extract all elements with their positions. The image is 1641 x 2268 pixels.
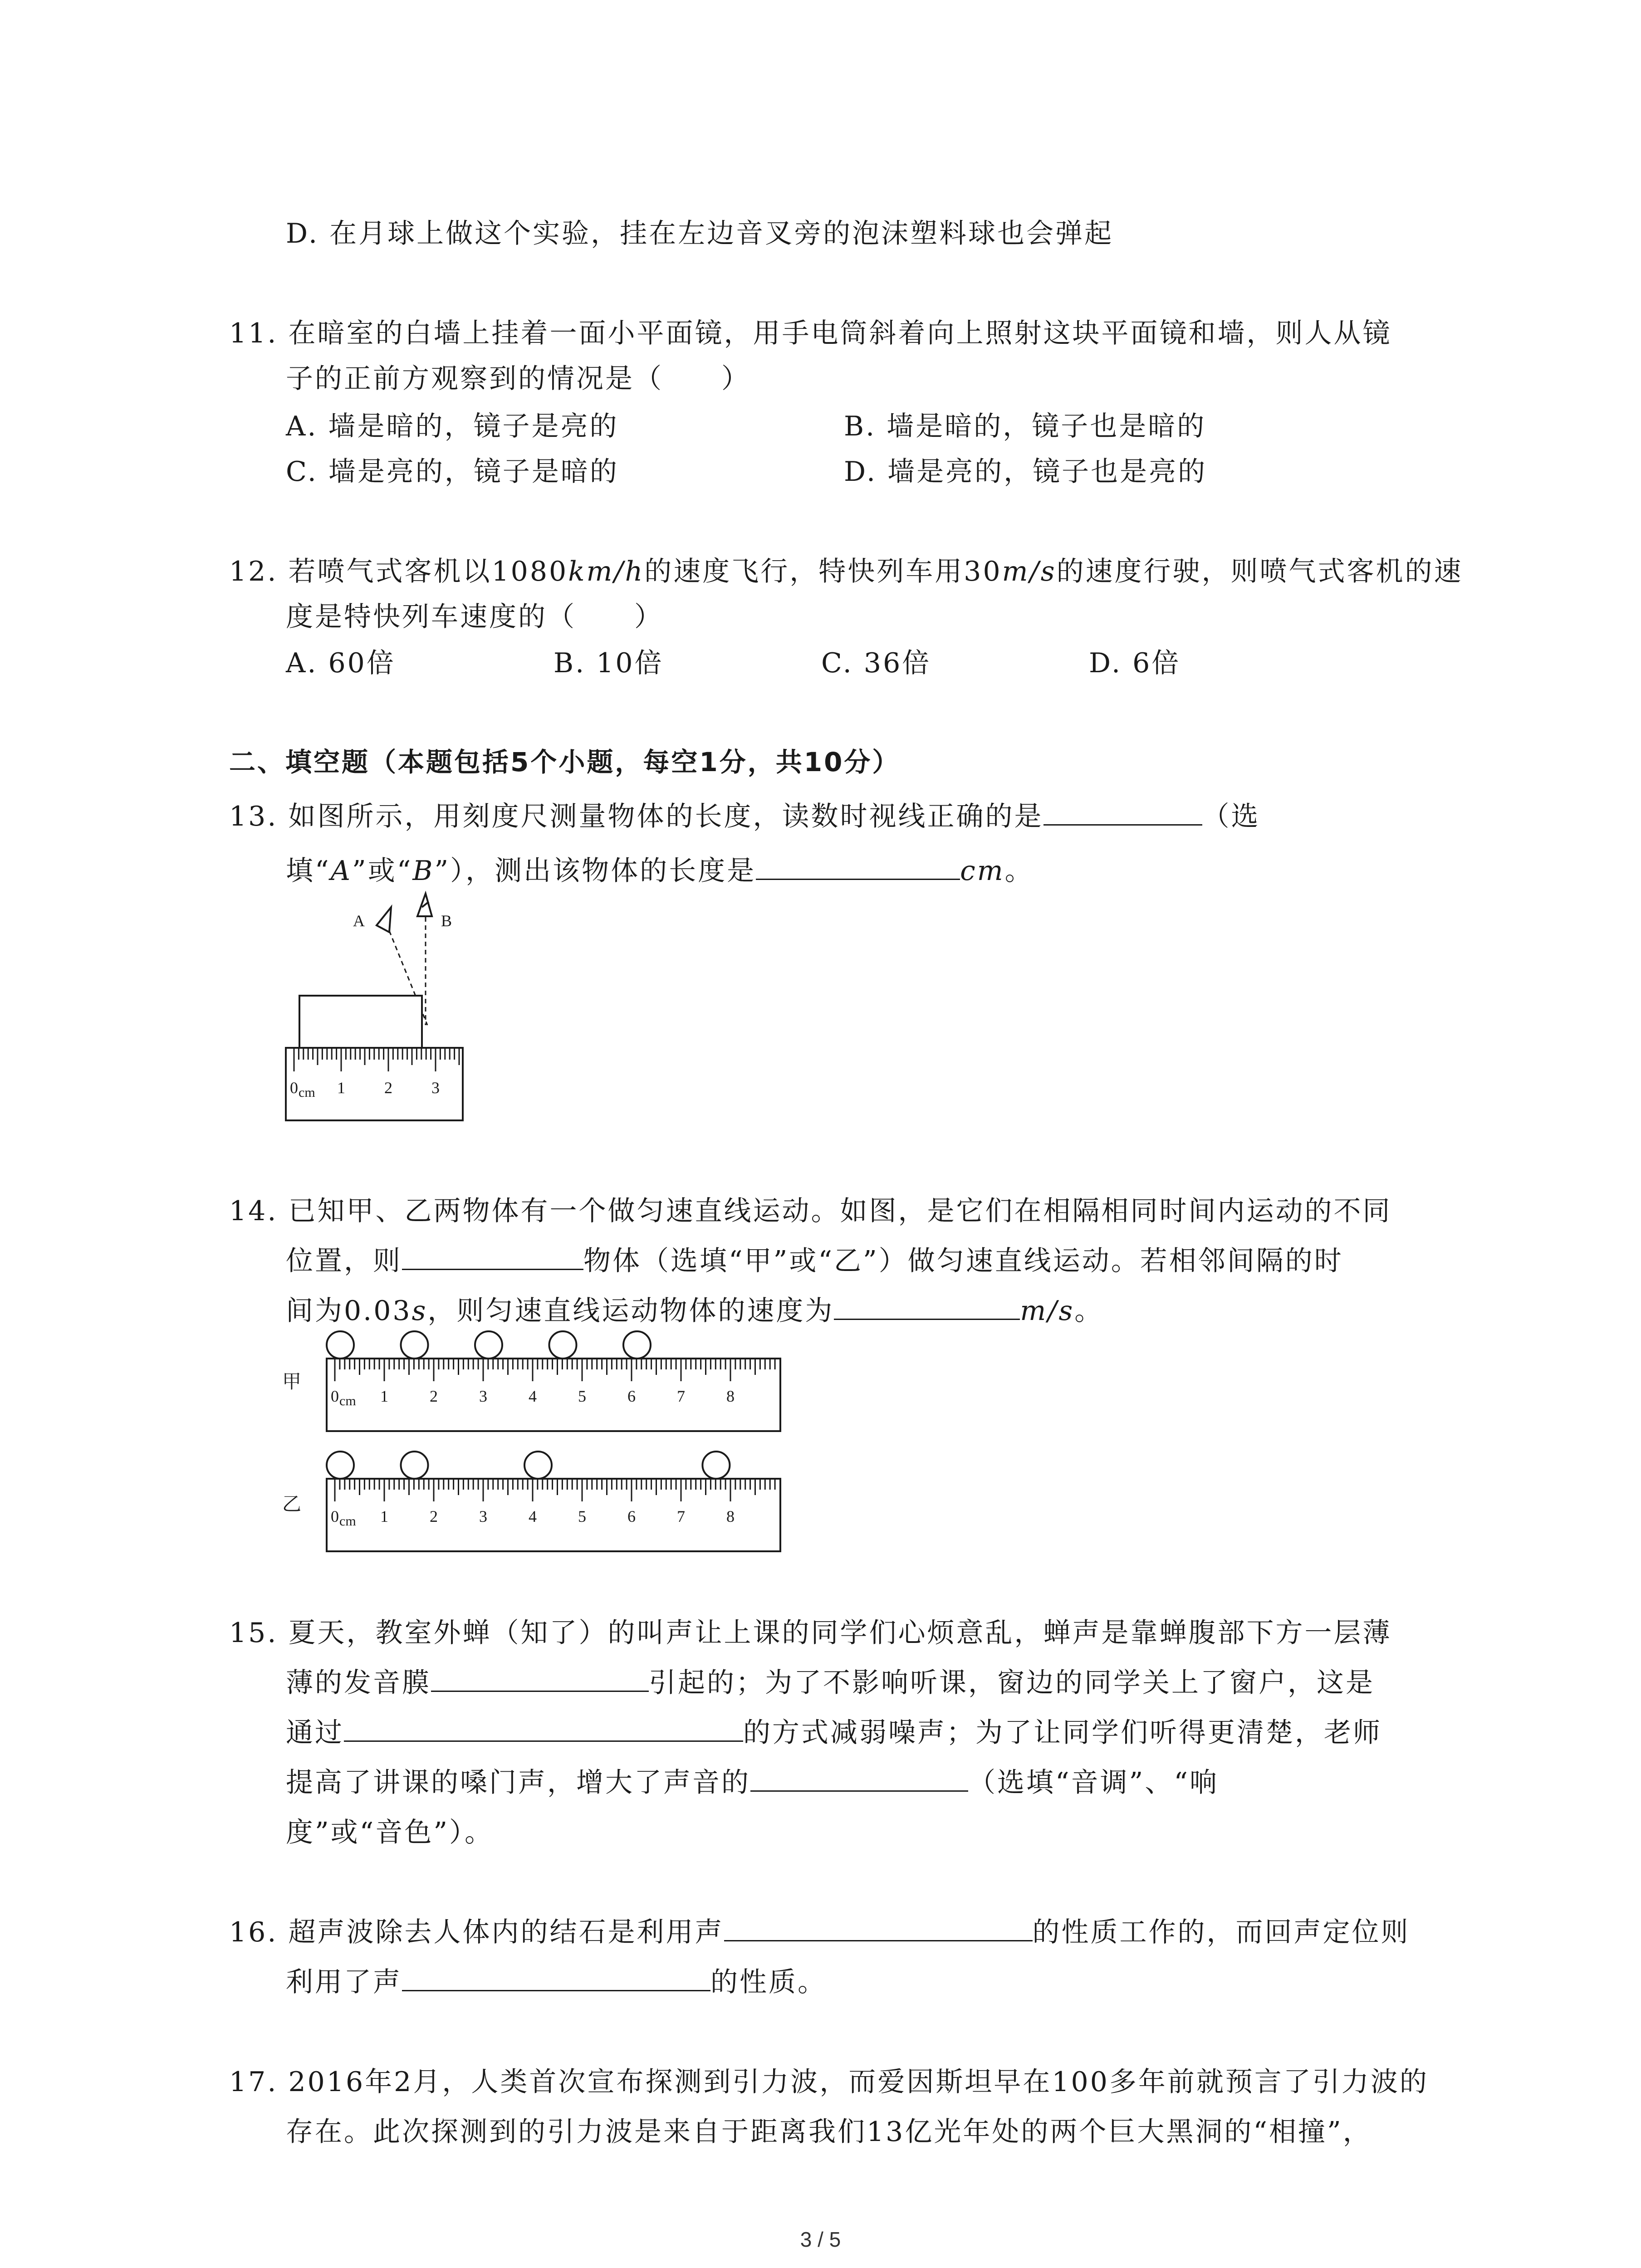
ball-jia (549, 1331, 577, 1359)
tick-label: 5 (578, 1507, 586, 1525)
answer-blank[interactable] (756, 853, 960, 880)
ball-yi (327, 1452, 354, 1479)
q15-stem-line4: 提高了讲课的嗓门声，增大了声音的 （选填“音调”、“响 (286, 1765, 1219, 1801)
ball-yi (401, 1452, 428, 1479)
q16-stem-line1: 16. 超声波除去人体内的结石是利用声 的性质工作的，而回声定位则 (229, 1914, 1410, 1950)
q15-stem-line1: 15. 夏天，教室外蝉（知了）的叫声让上课的同学们心烦意乱，蝉声是靠蝉腹部下方一层薄 (229, 1617, 1392, 1649)
tick-label: 5 (578, 1387, 586, 1405)
q12-stem-line2: 度是特快列车速度的（ ） (286, 601, 663, 633)
tick-label: 1 (380, 1387, 388, 1405)
q10-option-d: D. 在月球上做这个实验，挂在左边音叉旁的泡沫塑料球也会弹起 (286, 218, 1114, 249)
ball-jia (327, 1331, 354, 1359)
q12-option-c: C. 36倍 (821, 647, 931, 679)
answer-blank[interactable] (431, 1665, 649, 1692)
tick-label: 0 (331, 1387, 339, 1405)
q11-stem-line2: 子的正前方观察到的情况是（ ） (286, 363, 750, 395)
q14-stem-line3: 间为0.03s，则匀速直线运动物体的速度为 m/s。 (286, 1293, 1103, 1329)
q15-stem-line2: 薄的发音膜 引起的；为了不影响听课，窗边的同学关上了窗户，这是 (286, 1665, 1375, 1701)
ball-jia (401, 1331, 428, 1359)
tick-label: 7 (677, 1507, 685, 1525)
unit-label: cm (299, 1085, 315, 1100)
answer-blank[interactable] (750, 1765, 968, 1792)
tick-label: 4 (529, 1387, 537, 1405)
q11-option-b: B. 墙是暗的，镜子也是暗的 (844, 411, 1206, 442)
tick-label: 8 (726, 1507, 735, 1525)
eye-label-a: A (353, 912, 365, 930)
tick-label: 6 (627, 1507, 636, 1525)
label-yi: 乙 (282, 1494, 302, 1515)
q12-option-d: D. 6倍 (1089, 647, 1181, 679)
tick-label: 3 (479, 1387, 487, 1405)
answer-blank[interactable] (1043, 799, 1202, 826)
ball-yi (702, 1452, 730, 1479)
answer-blank[interactable] (344, 1715, 743, 1742)
page-number: 3 / 5 (800, 2228, 841, 2251)
q15-stem-line3: 通过 的方式减弱噪声；为了让同学们听得更清楚，老师 (286, 1715, 1382, 1751)
answer-blank[interactable] (402, 1965, 710, 1991)
tick-label: 1 (380, 1507, 388, 1525)
tick-label: 3 (431, 1079, 440, 1097)
q13-ruler-figure (272, 889, 472, 1134)
q14-motion-figure (281, 1329, 789, 1565)
tick-label: 8 (726, 1387, 735, 1405)
unit-label: cm (339, 1393, 356, 1408)
q12-option-a: A. 60倍 (286, 647, 396, 679)
q11-option-d: D. 墙是亮的，镜子也是亮的 (844, 456, 1207, 488)
section-title: 二、填空题（本题包括5个小题，每空1分，共10分） (229, 747, 901, 777)
q17-stem-line2: 存在。此次探测到的引力波是来自于距离我们13亿光年处的两个巨大黑洞的“相撞”， (286, 2116, 1372, 2148)
tick-label: 1 (337, 1079, 345, 1097)
tick-label: 2 (430, 1387, 438, 1405)
ball-jia (475, 1331, 502, 1359)
tick-label: 3 (479, 1507, 487, 1525)
tick-label: 6 (627, 1387, 636, 1405)
q11-option-a: A. 墙是暗的，镜子是亮的 (286, 411, 619, 442)
answer-blank[interactable] (402, 1243, 583, 1270)
tick-label: 2 (430, 1507, 438, 1525)
q14-stem-line1: 14. 已知甲、乙两物体有一个做匀速直线运动。如图，是它们在相隔相同时间内运动的不同 (229, 1195, 1392, 1227)
measured-object (299, 996, 422, 1048)
q11-stem-line1: 11. 在暗室的白墙上挂着一面小平面镜，用手电筒斜着向上照射这块平面镜和墙，则人从镜 (229, 318, 1392, 349)
label-jia: 甲 (282, 1372, 302, 1393)
tick-label: 2 (384, 1079, 392, 1097)
q17-stem-line1: 17. 2016年2月，人类首次宣布探测到引力波，而爱因斯坦早在100多年前就预言了引力波的 (229, 2066, 1429, 2098)
q16-stem-line2: 利用了声 的性质。 (286, 1964, 827, 2000)
eye-label-b: B (441, 912, 452, 930)
tick-label: 7 (677, 1387, 685, 1405)
q13-stem-line1: 13. 如图所示，用刻度尺测量物体的长度，读数时视线正确的是 （选 (229, 798, 1260, 835)
unit-label: cm (339, 1514, 356, 1529)
q14-stem-line2: 位置，则 物体（选填“甲”或“乙”）做匀速直线运动。若相邻间隔的时 (286, 1243, 1343, 1279)
tick-label: 4 (529, 1507, 537, 1525)
q13-stem-line2: 填“A”或“B”），测出该物体的长度是 cm。 (286, 853, 1034, 889)
answer-blank[interactable] (724, 1915, 1033, 1941)
tick-label: 0 (331, 1507, 339, 1525)
tick-label: 0 (290, 1079, 298, 1097)
ball-yi (524, 1452, 552, 1479)
answer-blank[interactable] (834, 1293, 1020, 1320)
q12-stem-line1: 12. 若喷气式客机以1080km/h的速度飞行，特快列车用30m/s的速度行驶，则喷气式客机的速 (229, 556, 1463, 587)
ball-jia (623, 1331, 651, 1359)
q12-option-b: B. 10倍 (554, 647, 664, 679)
q11-option-c: C. 墙是亮的，镜子是暗的 (286, 456, 619, 488)
q15-stem-line5: 度”或“音色”）。 (286, 1817, 494, 1848)
